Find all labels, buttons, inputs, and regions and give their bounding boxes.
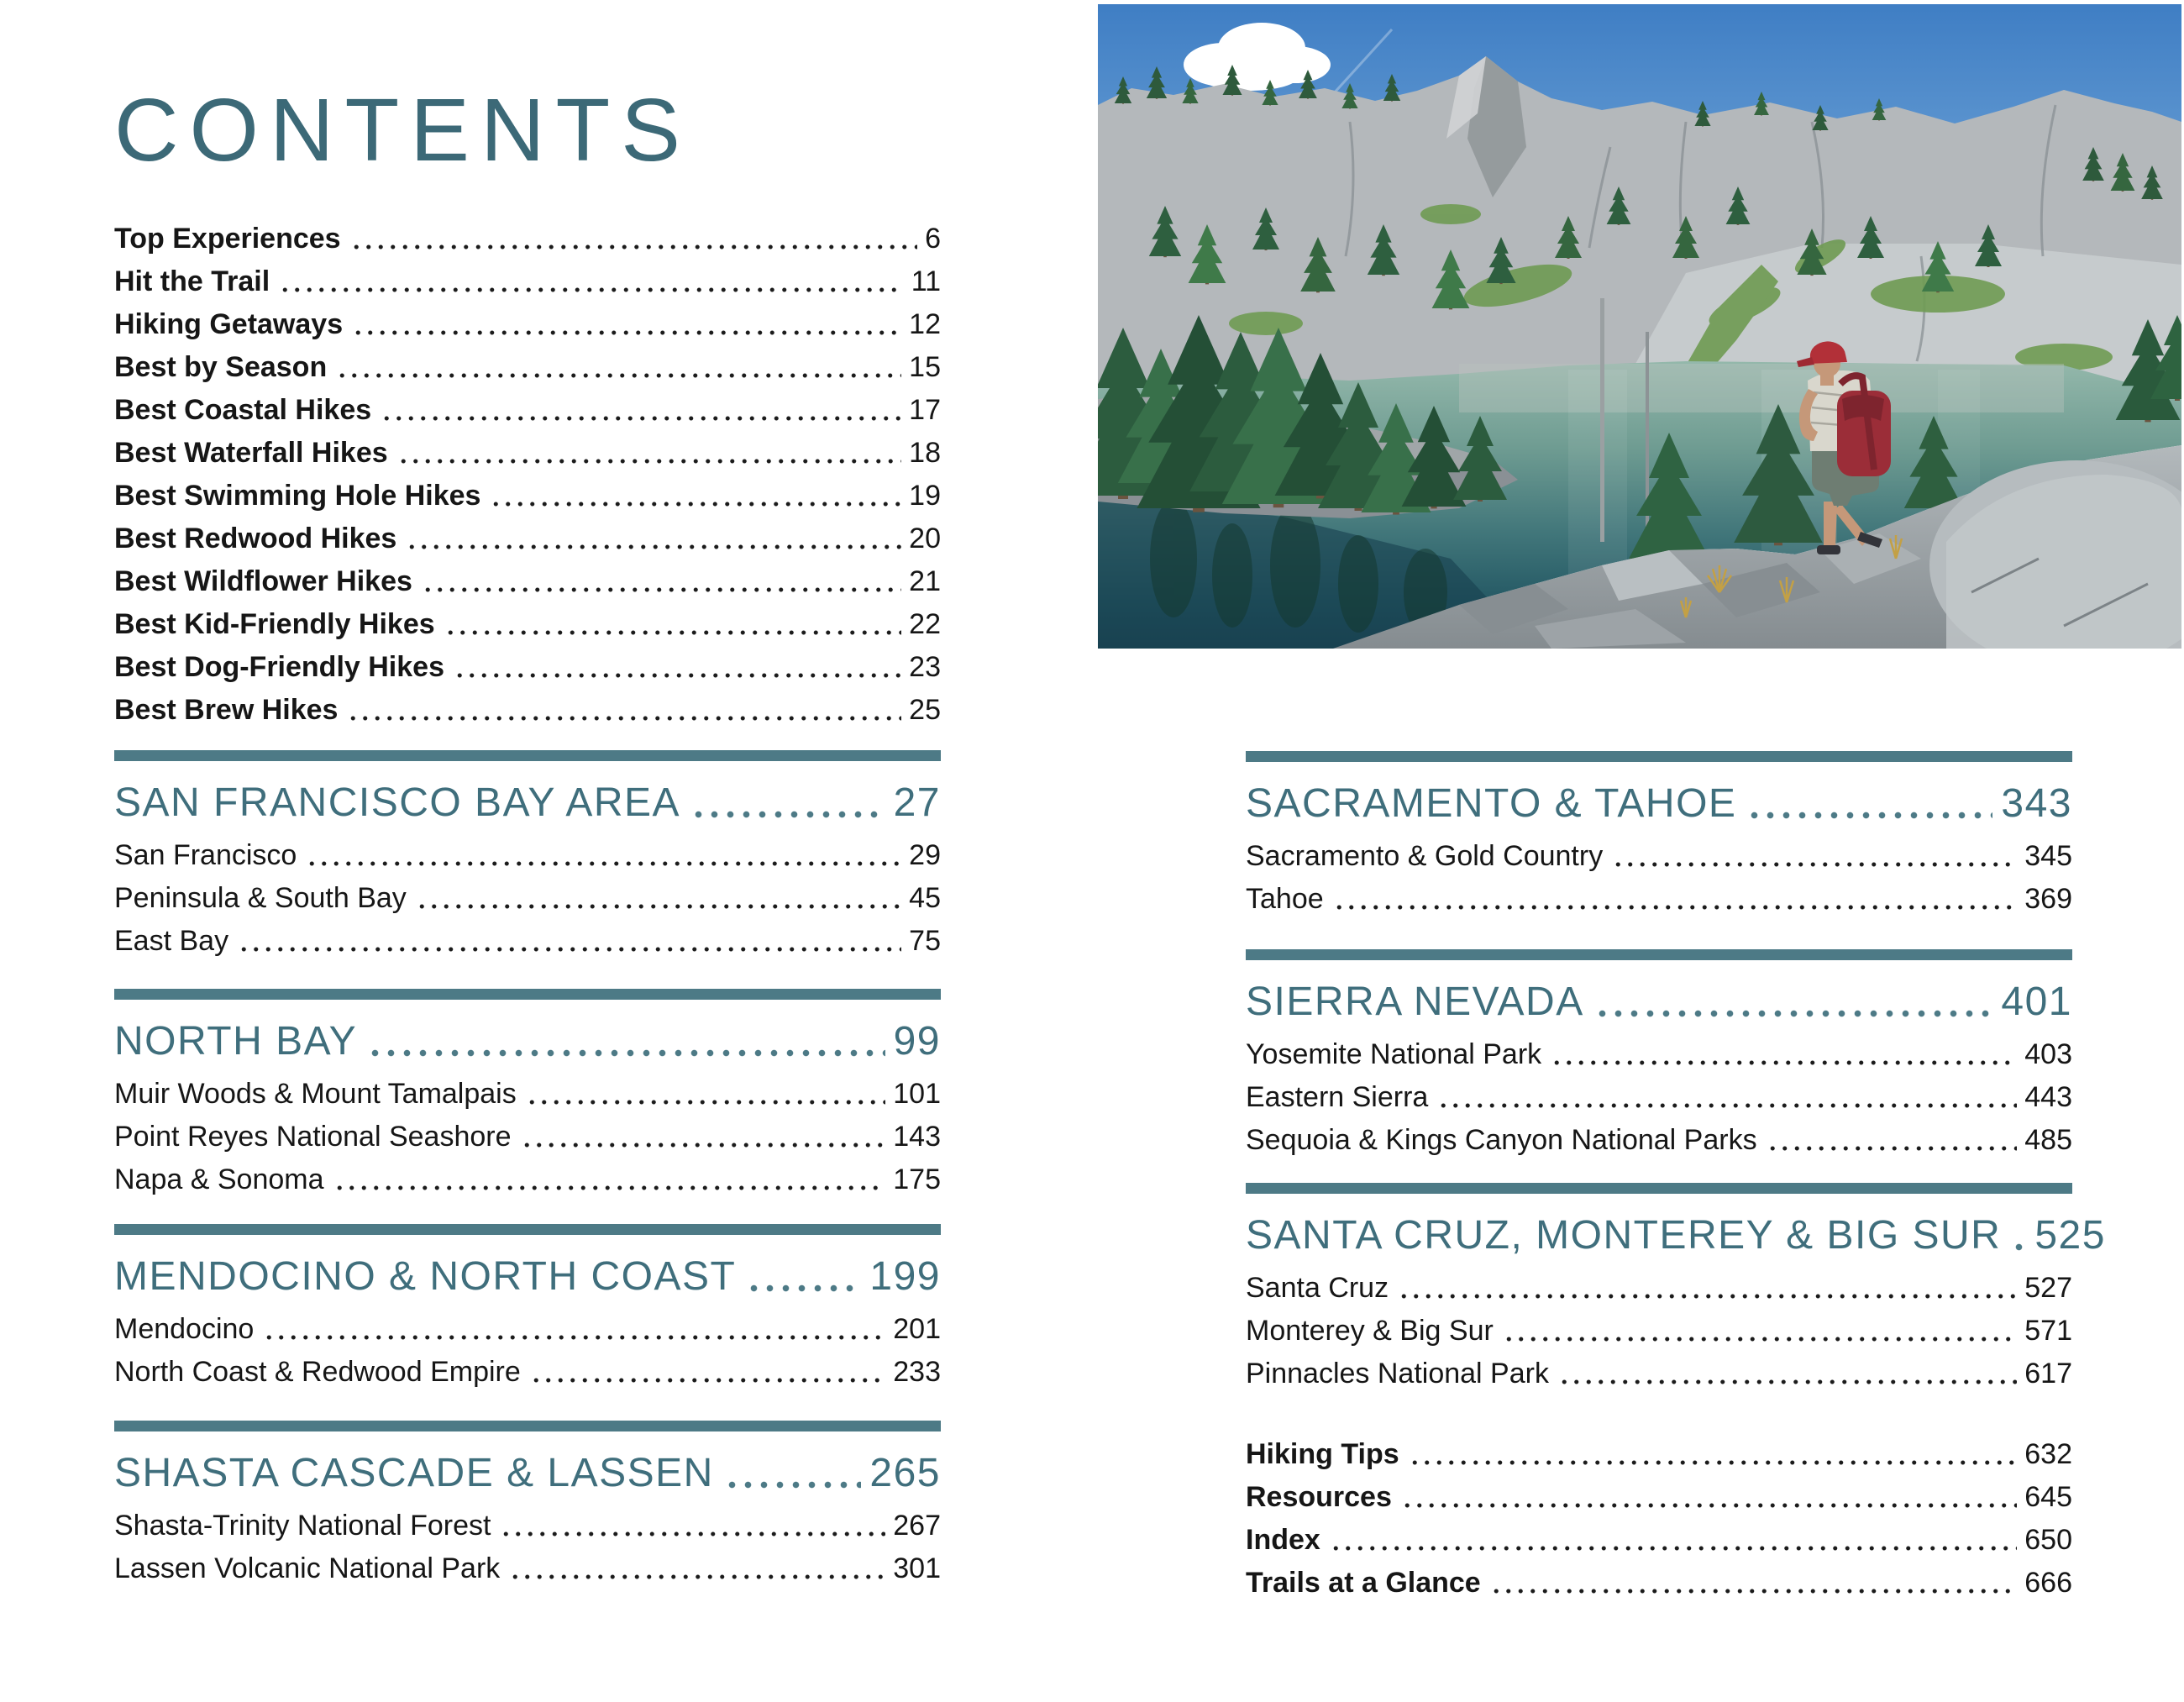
section-title: SANTA CRUZ, MONTEREY & BIG SUR <box>1246 1213 2002 1258</box>
dot-leader <box>347 716 901 721</box>
section-north-bay <box>114 989 941 1200</box>
toc-entry <box>114 919 941 962</box>
page-number: 22 <box>909 608 941 640</box>
dot-leader <box>690 811 885 818</box>
entry-label: Point Reyes National Seashore <box>114 1121 512 1153</box>
section-title: SIERRA NEVADA <box>1246 980 1584 1024</box>
page-number: 20 <box>909 523 941 554</box>
page-title: CONTENTS <box>114 81 691 180</box>
dot-leader <box>746 1284 861 1292</box>
toc-entry <box>114 688 941 731</box>
dot-leader <box>1746 812 1992 819</box>
entry-label: Lassen Volcanic National Park <box>114 1552 501 1584</box>
section-divider-bar <box>114 1224 941 1235</box>
toc-entry <box>114 1072 941 1115</box>
toc-entry <box>1246 834 2072 877</box>
toc-entry <box>114 1115 941 1158</box>
end-matter-list <box>1246 1432 2072 1604</box>
page-number: 99 <box>893 1019 941 1064</box>
entry-label: Sacramento & Gold Country <box>1246 840 1604 872</box>
dot-leader <box>1490 1589 2018 1594</box>
toc-entry <box>114 217 941 260</box>
section-divider-bar <box>1246 1183 2072 1194</box>
entry-label: Index <box>1246 1524 1320 1556</box>
toc-entry <box>1246 1118 2072 1161</box>
dot-leader <box>509 1574 885 1579</box>
dot-leader <box>1558 1379 2017 1384</box>
page-number: 267 <box>893 1510 941 1542</box>
dead-snag <box>1600 298 1604 542</box>
page-number: 650 <box>2024 1524 2072 1556</box>
dot-leader <box>238 947 901 952</box>
section-items <box>114 1072 941 1200</box>
dot-leader <box>406 544 901 549</box>
dot-leader <box>2011 1243 2026 1251</box>
dot-leader <box>416 904 901 909</box>
entry-label: Best Coastal Hikes <box>114 394 372 426</box>
section-heading <box>114 1020 941 1067</box>
page-number: 17 <box>909 394 941 426</box>
section-items <box>1246 1266 2072 1395</box>
toc-entry <box>114 431 941 474</box>
entry-label: Resources <box>1246 1481 1392 1513</box>
alpine-lake-scene <box>1098 4 2181 649</box>
page-number: 301 <box>893 1552 941 1584</box>
entry-label: Mendocino <box>114 1313 255 1345</box>
page-number: 485 <box>2024 1124 2072 1156</box>
page-number: 666 <box>2024 1567 2072 1599</box>
entry-label: Best by Season <box>114 351 328 383</box>
dot-leader <box>724 1481 862 1489</box>
toc-entry <box>1246 1561 2072 1604</box>
page-number: 175 <box>893 1164 941 1195</box>
dot-leader <box>1437 1103 2017 1108</box>
toc-entry <box>114 474 941 517</box>
entry-label: Best Kid-Friendly Hikes <box>114 608 435 640</box>
page-number: 11 <box>911 265 941 297</box>
section-title: SAN FRANCISCO BAY AREA <box>114 780 681 825</box>
entry-label: East Bay <box>114 925 229 957</box>
section-items <box>1246 1032 2072 1161</box>
dot-leader <box>500 1531 885 1537</box>
page-number: 233 <box>893 1356 941 1388</box>
toc-entry <box>114 517 941 559</box>
dot-leader <box>1333 905 2018 910</box>
left-column <box>114 50 941 1589</box>
page-number: 15 <box>909 351 941 383</box>
entry-label: Shasta-Trinity National Forest <box>114 1510 491 1542</box>
dot-leader <box>1398 1294 2017 1299</box>
toc-entry <box>114 1307 941 1350</box>
dot-leader <box>526 1100 886 1105</box>
entry-label: Best Dog-Friendly Hikes <box>114 651 444 683</box>
dot-leader <box>1330 1546 2017 1551</box>
page-number: 265 <box>869 1451 941 1495</box>
entry-label: Best Brew Hikes <box>114 694 339 726</box>
page-number: 345 <box>2024 840 2072 872</box>
toc-entry <box>114 1547 941 1589</box>
entry-label: Tahoe <box>1246 883 1324 915</box>
page-number: 27 <box>893 780 941 825</box>
page-number: 632 <box>2024 1438 2072 1470</box>
dot-leader <box>444 630 902 635</box>
entry-label: Santa Cruz <box>1246 1272 1389 1304</box>
section-title: NORTH BAY <box>114 1019 358 1064</box>
section-mendocino-north-coast <box>114 1224 941 1393</box>
toc-entry <box>114 645 941 688</box>
page-number: 443 <box>2024 1081 2072 1113</box>
dot-leader <box>1409 1460 2018 1465</box>
dot-leader <box>1767 1146 2018 1151</box>
alpine-lake-hiker-photo <box>1098 4 2181 649</box>
page-number: 617 <box>2024 1358 2072 1389</box>
toc-entry <box>1246 1352 2072 1395</box>
entry-label: North Coast & Redwood Empire <box>114 1356 521 1388</box>
page-number: 143 <box>893 1121 941 1153</box>
page-number: 401 <box>2001 980 2072 1024</box>
toc-entry <box>114 559 941 602</box>
section-title: SACRAMENTO & TAHOE <box>1246 781 1737 826</box>
page-number: 21 <box>909 565 941 597</box>
toc-entry <box>114 345 941 388</box>
section-items <box>1246 834 2072 920</box>
toc-entry <box>1246 1075 2072 1118</box>
entry-label: Hiking Getaways <box>114 308 344 340</box>
dot-leader <box>279 287 904 292</box>
dot-leader <box>336 373 901 378</box>
dot-leader <box>367 1049 885 1057</box>
page-number: 25 <box>909 694 941 726</box>
entry-label: Yosemite National Park <box>1246 1038 1542 1070</box>
dot-leader <box>263 1335 885 1340</box>
hiker-front-leg <box>1824 502 1837 549</box>
section-items <box>114 1504 941 1589</box>
toc-entry <box>114 388 941 431</box>
toc-entry <box>114 1504 941 1547</box>
page-number: 369 <box>2024 883 2072 915</box>
section-santa-cruz-monterey-big-sur <box>1246 1183 2106 1395</box>
page-number: 19 <box>909 480 941 512</box>
toc-entry <box>114 876 941 919</box>
toc-entry <box>114 1350 941 1393</box>
toc-entry <box>114 1158 941 1200</box>
toc-entry <box>114 833 941 876</box>
entry-label: Trails at a Glance <box>1246 1567 1481 1599</box>
section-heading <box>1246 980 2072 1027</box>
page-number: 12 <box>909 308 941 340</box>
section-items <box>114 833 941 962</box>
section-san-francisco-bay-area <box>114 750 941 962</box>
dot-leader <box>350 244 918 250</box>
entry-label: Monterey & Big Sur <box>1246 1315 1494 1347</box>
section-heading <box>114 1255 941 1302</box>
toc-entry <box>1246 1518 2072 1561</box>
entry-label: San Francisco <box>114 839 297 871</box>
section-heading <box>114 781 941 828</box>
entry-label: Best Wildflower Hikes <box>114 565 412 597</box>
dot-leader <box>1594 1010 1993 1017</box>
page-number: 6 <box>925 223 941 255</box>
toc-entry <box>114 602 941 645</box>
page-number: 571 <box>2024 1315 2072 1347</box>
entry-label: Eastern Sierra <box>1246 1081 1429 1113</box>
toc-entry <box>1246 1266 2072 1309</box>
dot-leader <box>333 1185 886 1190</box>
toc-entry <box>114 302 941 345</box>
entry-label: Best Waterfall Hikes <box>114 437 388 469</box>
section-divider-bar <box>114 1421 941 1431</box>
dot-leader <box>521 1143 886 1148</box>
page-number: 403 <box>2024 1038 2072 1070</box>
toc-entry <box>114 260 941 302</box>
toc-entry <box>1246 877 2072 920</box>
page-number: 343 <box>2001 781 2072 826</box>
section-heading <box>1246 782 2072 829</box>
page-number: 199 <box>869 1254 941 1299</box>
dot-leader <box>490 502 901 507</box>
section-heading <box>114 1452 941 1499</box>
section-heading <box>1246 1213 2106 1261</box>
entry-label: Napa & Sonoma <box>114 1164 324 1195</box>
entry-label: Pinnacles National Park <box>1246 1358 1549 1389</box>
section-sierra-nevada <box>1246 949 2072 1161</box>
toc-entry <box>1246 1475 2072 1518</box>
entry-label: Best Swimming Hole Hikes <box>114 480 481 512</box>
dot-leader <box>397 459 902 464</box>
entry-label: Best Redwood Hikes <box>114 523 397 554</box>
entry-label: Top Experiences <box>114 223 341 255</box>
section-divider-bar <box>114 989 941 1000</box>
page-number: 45 <box>909 882 941 914</box>
dot-leader <box>381 416 901 421</box>
toc-entry <box>1246 1032 2072 1075</box>
page-number: 525 <box>2034 1213 2106 1258</box>
section-title: SHASTA CASCADE & LASSEN <box>114 1451 714 1495</box>
section-divider-bar <box>114 750 941 761</box>
hiker-shoe <box>1817 545 1840 554</box>
dot-leader <box>1401 1503 2017 1508</box>
page-number: 18 <box>909 437 941 469</box>
section-divider-bar <box>1246 751 2072 762</box>
dot-leader <box>1503 1337 2017 1342</box>
section-title: MENDOCINO & NORTH COAST <box>114 1254 737 1299</box>
entry-label: Hit the Trail <box>114 265 270 297</box>
right-column <box>1246 751 2106 1604</box>
toc-entry <box>1246 1309 2072 1352</box>
dot-leader <box>306 861 901 866</box>
entry-label: Muir Woods & Mount Tamalpais <box>114 1078 517 1110</box>
toc-entry <box>1246 1432 2072 1475</box>
dot-leader <box>1551 1060 2017 1065</box>
section-shasta-cascade-lassen <box>114 1421 941 1589</box>
section-sacramento-tahoe <box>1246 751 2072 920</box>
page-number: 645 <box>2024 1481 2072 1513</box>
page-number: 75 <box>909 925 941 957</box>
entry-label: Sequoia & Kings Canyon National Parks <box>1246 1124 1757 1156</box>
page-number: 23 <box>909 651 941 683</box>
page-number: 201 <box>893 1313 941 1345</box>
section-divider-bar <box>1246 949 2072 960</box>
page-number: 101 <box>893 1078 941 1110</box>
entry-label: Peninsula & South Bay <box>114 882 407 914</box>
dot-leader <box>352 330 901 335</box>
page-number: 29 <box>909 839 941 871</box>
dot-leader <box>1612 862 2017 867</box>
dot-leader <box>454 673 901 678</box>
front-matter-list <box>114 217 941 731</box>
page-number: 527 <box>2024 1272 2072 1304</box>
dot-leader <box>530 1378 885 1383</box>
entry-label: Hiking Tips <box>1246 1438 1399 1470</box>
section-items <box>114 1307 941 1393</box>
dot-leader <box>422 587 901 592</box>
